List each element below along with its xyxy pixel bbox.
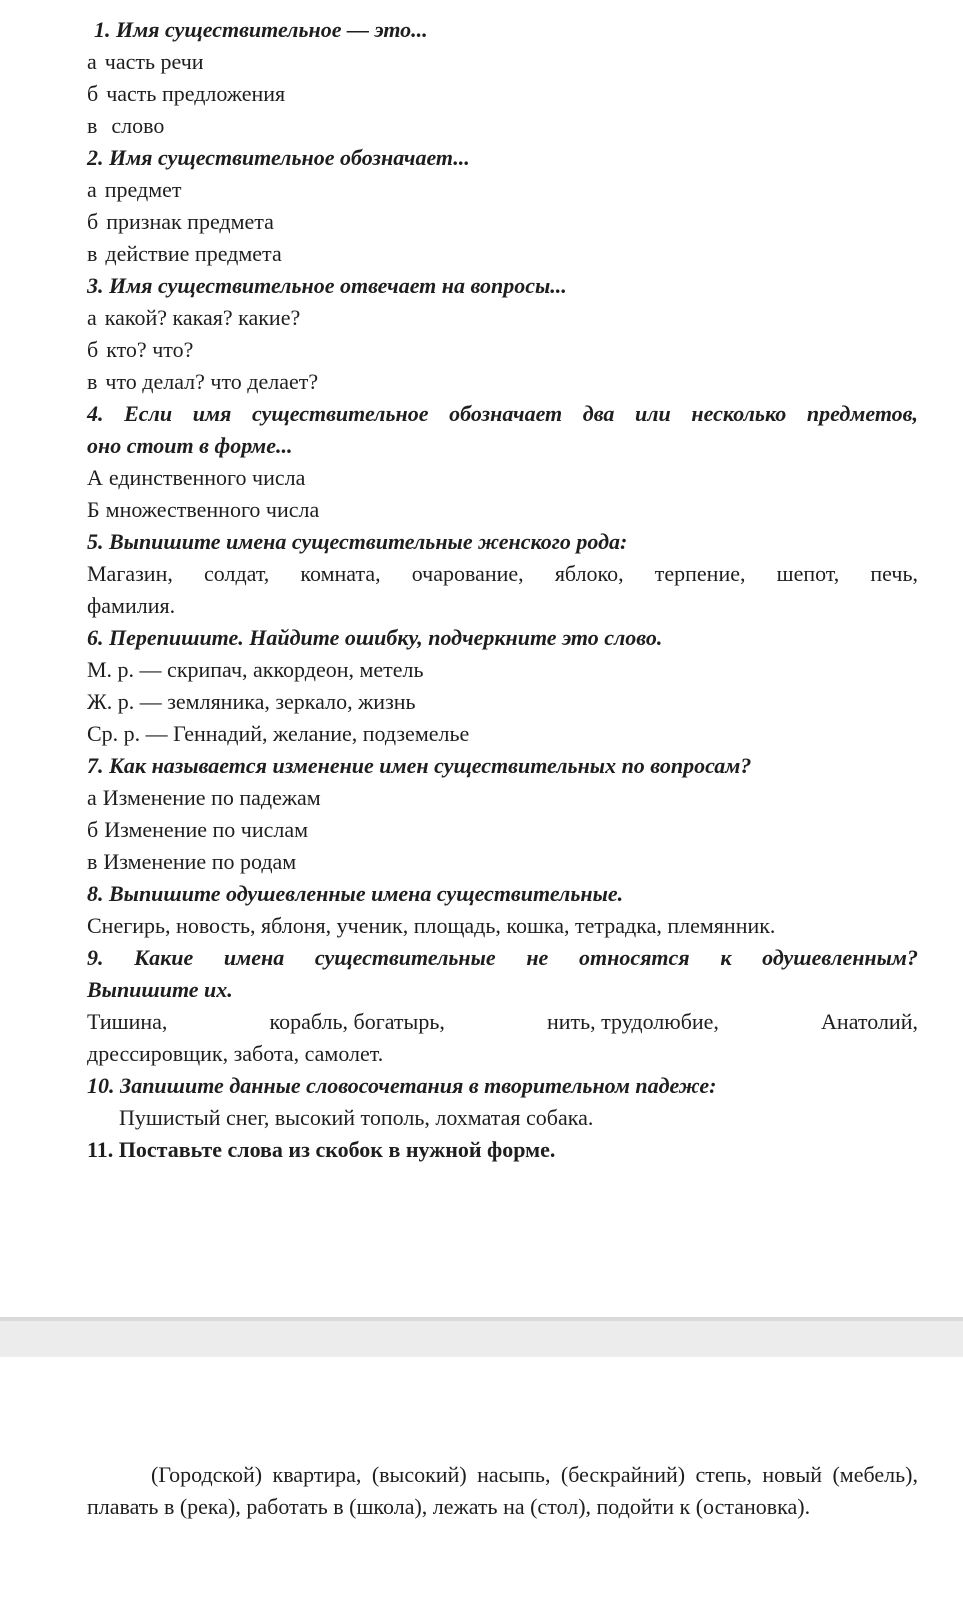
quiz-content bbox=[87, 14, 918, 1166]
question-3-option-a: а какой? какая? какие? bbox=[87, 305, 301, 330]
question-9-word-group-3: нить, трудолюбие, bbox=[546, 1009, 719, 1034]
question-11-text: (Городской) квартира, (высокий) насыпь, (бескрайний) степь, новый (мебель), плавать в (река), работать в (школа), лежать на (стол), подойти к (остановка). bbox=[87, 1462, 918, 1519]
question-5-words-line-2: фамилия. bbox=[87, 593, 176, 618]
question-11-title: 11. Поставьте слова из скобок в нужной форме. bbox=[87, 1137, 556, 1162]
question-2-option-b: б признак предмета bbox=[87, 209, 274, 234]
question-2-option-c: в действие предмета bbox=[87, 241, 282, 266]
question-1-option-a: а часть речи bbox=[87, 49, 204, 74]
question-1-title: 1. Имя существительное — это... bbox=[94, 17, 428, 42]
question-4-title-line-1: 4. Если имя существительное обозначает два или несколько предметов, bbox=[87, 401, 918, 426]
page-separator bbox=[0, 1317, 963, 1357]
question-6-row-neuter: Ср. р. — Геннадий, желание, подземелье bbox=[87, 721, 470, 746]
question-1-option-b: б часть предложения bbox=[87, 81, 286, 106]
question-7-option-a: а Изменение по падежам bbox=[87, 785, 321, 810]
question-4-option-b: Б множественного числа bbox=[87, 497, 320, 522]
question-9-title-line-2: Выпишите их. bbox=[87, 977, 233, 1002]
question-3-option-c: в что делал? что делает? bbox=[87, 369, 319, 394]
question-5-words-line-1: Магазин, солдат, комната, очарование, яблоко, терпение, шепот, печь, bbox=[87, 561, 918, 586]
question-6-row-feminine: Ж. р. — земляника, зеркало, жизнь bbox=[87, 689, 416, 714]
question-10-title: 10. Запишите данные словосочетания в творительном падеже: bbox=[87, 1073, 717, 1098]
question-9-word-group-2: корабль, богатырь, bbox=[269, 1009, 445, 1034]
document-page-2 bbox=[0, 1357, 963, 1617]
question-6-title: 6. Перепишите. Найдите ошибку, подчеркните это слово. bbox=[87, 625, 663, 650]
question-5-title: 5. Выпишите имена существительные женского рода: bbox=[87, 529, 628, 554]
question-9-word-group-4: Анатолий, bbox=[821, 1009, 918, 1034]
question-9-title-line-1: 9. Какие имена существительные не относятся к одушевленным? bbox=[87, 945, 918, 970]
question-9-words-line-2: дрессировщик, забота, самолет. bbox=[87, 1041, 384, 1066]
question-10-words: Пушистый снег, высокий тополь, лохматая собака. bbox=[119, 1105, 594, 1130]
question-9-word-group-1: Тишина, bbox=[87, 1009, 168, 1034]
question-8-title: 8. Выпишите одушевленные имена существительные. bbox=[87, 881, 624, 906]
question-2-title: 2. Имя существительное обозначает... bbox=[87, 145, 470, 170]
question-7-option-c: в Изменение по родам bbox=[87, 849, 297, 874]
question-7-title: 7. Как называется изменение имен существительных по вопросам? bbox=[87, 753, 752, 778]
question-4-title-line-2: оно стоит в форме... bbox=[87, 433, 293, 458]
question-7-option-b: б Изменение по числам bbox=[87, 817, 309, 842]
question-6-row-masculine: М. р. — скрипач, аккордеон, метель bbox=[87, 657, 424, 682]
question-3-option-b: б кто? что? bbox=[87, 337, 194, 362]
question-9-words-line-1 bbox=[87, 1006, 918, 1038]
question-2-option-a: а предмет bbox=[87, 177, 182, 202]
question-3-title: 3. Имя существительное отвечает на вопросы... bbox=[87, 273, 567, 298]
question-8-words: Снегирь, новость, яблоня, ученик, площадь, кошка, тетрадка, племянник. bbox=[87, 913, 776, 938]
question-1-option-c: в слово bbox=[87, 113, 165, 138]
question-4-option-a: А единственного числа bbox=[87, 465, 306, 490]
